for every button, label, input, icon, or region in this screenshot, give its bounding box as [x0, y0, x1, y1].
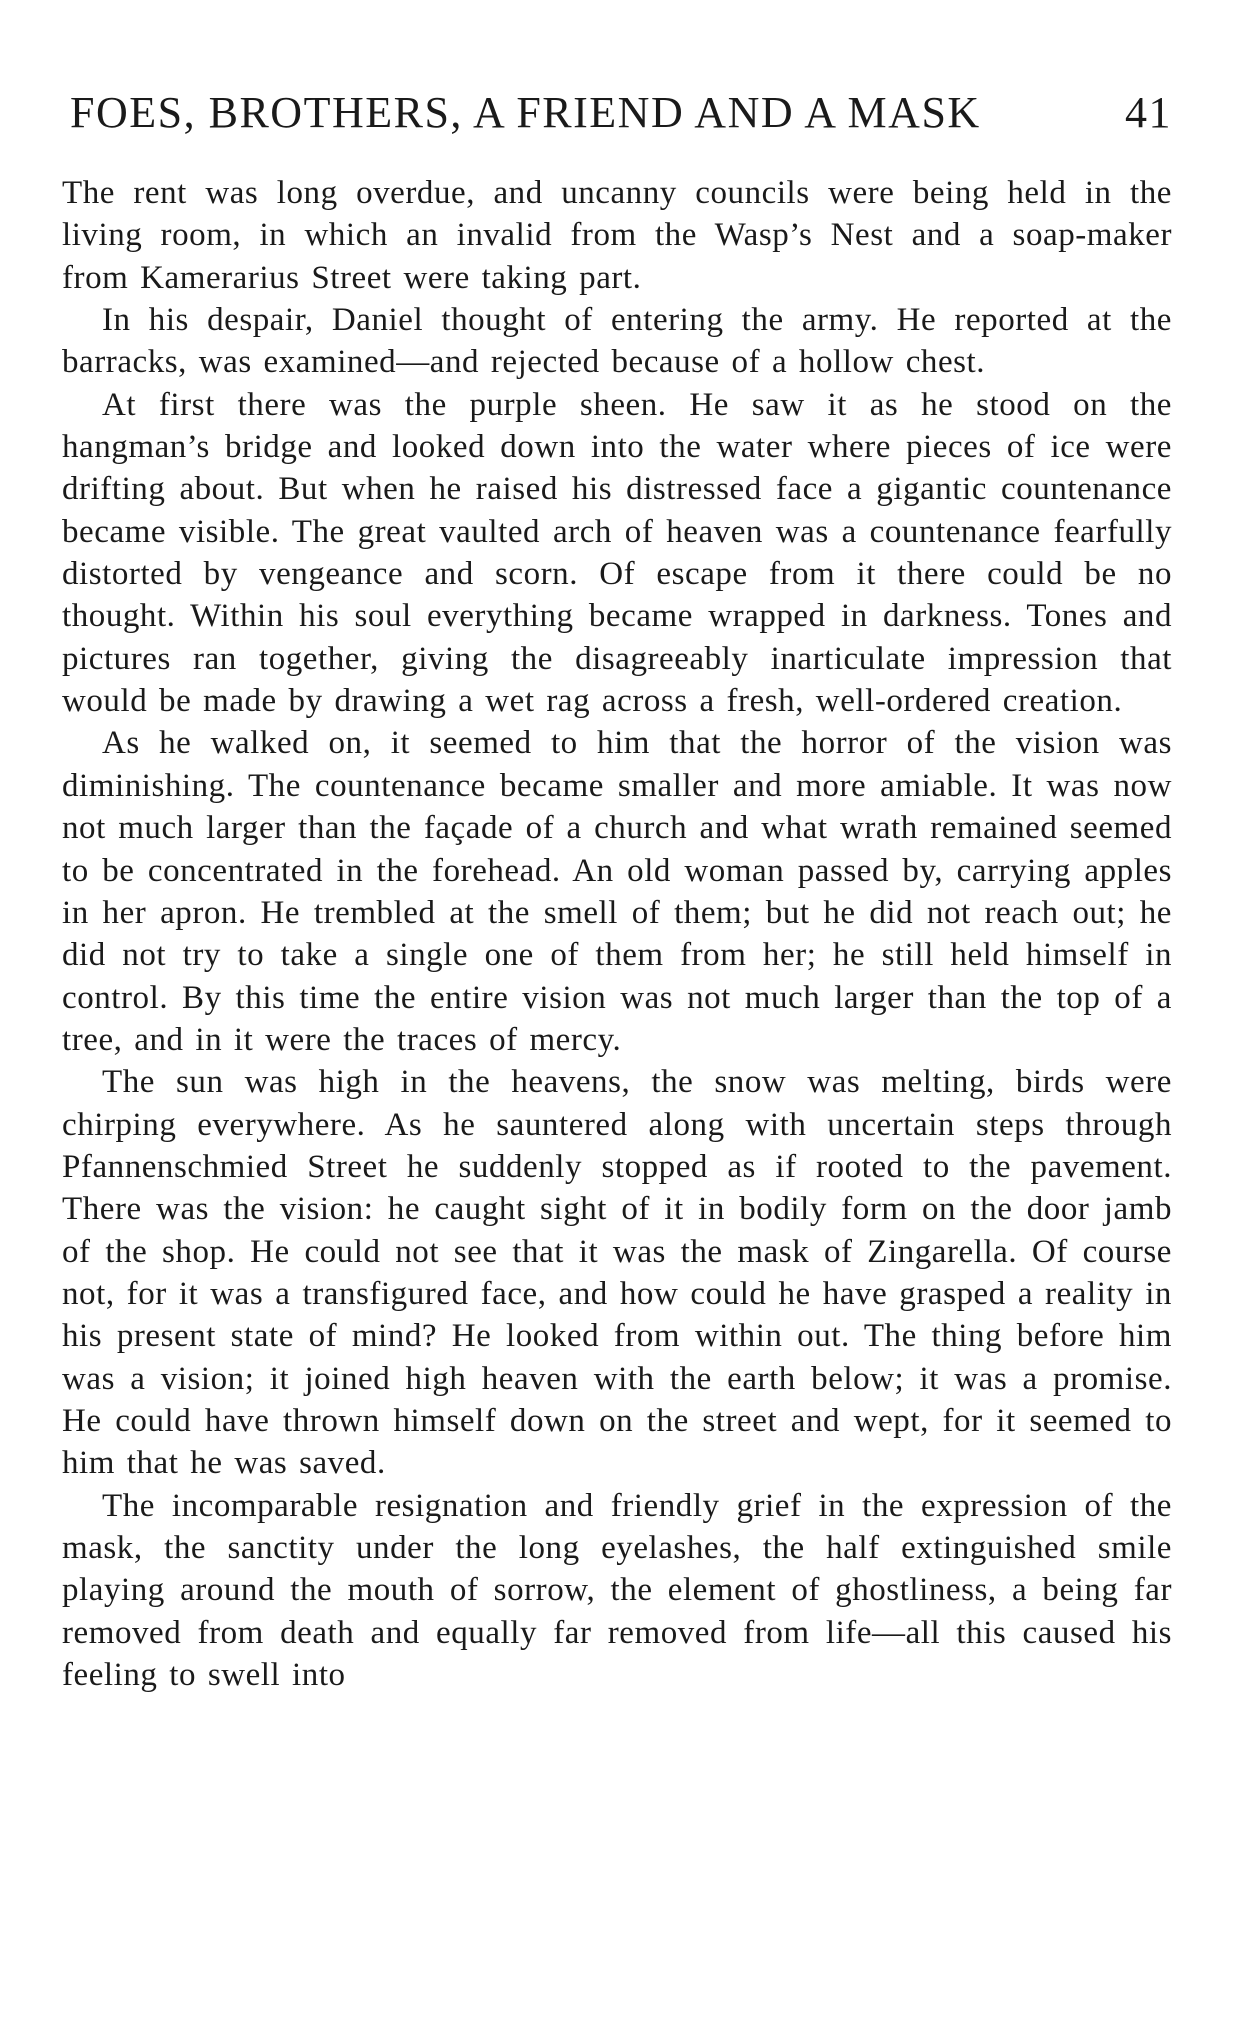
paragraph: At first there was the purple sheen. He saw it as he stood on the hangman’s bridge and looked down into the water where pieces of ice were drifting about. But when he raised his distressed face a gigantic countenance became visible. The great vaulted arch of heaven was a countenance fearfully distorted by vengeance and scorn. Of escape from it there could be no thought. Within his soul everything became wrapped in darkness. Tones and pictures ran together, giving the disagreeably inarticulate impression that would be made by drawing a wet rag across a fresh, well-ordered creation.	[62, 386, 1172, 720]
paragraph: In his despair, Daniel thought of entering the army. He reported at the barracks, was examined—and rejected because of a hollow chest.	[62, 302, 1172, 381]
body-text	[62, 172, 1172, 1696]
paragraph: The incomparable resignation and friendly grief in the expression of the mask, the sanctity under the long eyelashes, the half extinguished smile playing around the mouth of sorrow, the element of ghostliness, a being far removed from death and equally far removed from life—all this caused his feeling to swell into	[62, 1487, 1172, 1694]
paragraph: The sun was high in the heavens, the snow was melting, birds were chirping everywhere. As he sauntered along with uncertain steps through Pfannenschmied Street he suddenly stopped as if rooted to the pavement. There was the vision: he caught sight of it in bodily form on the door jamb of the shop. He could not see that it was the mask of Zingarella. Of course not, for it was a transfigured face, and how could he have grasped a reality in his present state of mind? He looked from within out. The thing before him was a vision; it joined high heaven with the earth below; it was a promise. He could have thrown himself down on the street and wept, for it seemed to him that he was saved.	[62, 1064, 1172, 1482]
paragraph: As he walked on, it seemed to him that the horror of the vision was diminishing. The countenance became smaller and more amiable. It was now not much larger than the façade of a church and what wrath remained seemed to be concentrated in the forehead. An old woman passed by, carrying apples in her apron. He trembled at the smell of them; but he did not reach out; he did not try to take a single one of them from her; he still held himself in control. By this time the entire vision was not much larger than the top of a tree, and in it were the traces of mercy.	[62, 725, 1172, 1058]
book-page	[62, 78, 1172, 1696]
page-number: 41	[1125, 88, 1172, 137]
running-head-title: FOES, BROTHERS, A FRIEND AND A MASK	[70, 88, 981, 137]
paragraph: The rent was long overdue, and uncanny councils were being held in the living room, in which an invalid from the Wasp’s Nest and a soap-maker from Kamerarius Street were taking part.	[62, 175, 1172, 296]
running-head	[62, 78, 1172, 148]
